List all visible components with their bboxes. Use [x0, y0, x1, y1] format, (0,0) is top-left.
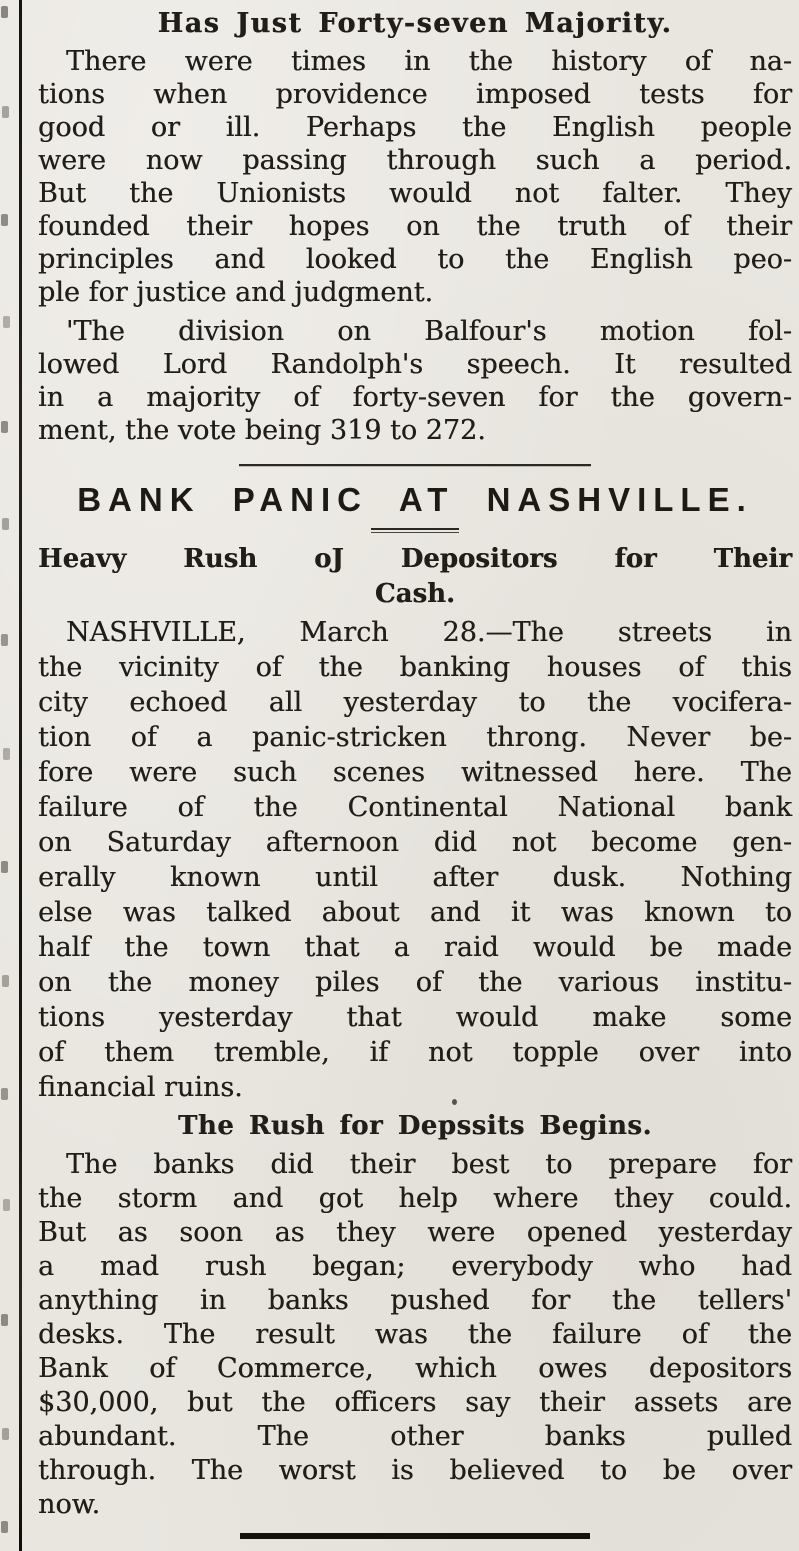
text-line: city echoed all yesterday to the vocifera- — [38, 687, 792, 718]
column-divider-rule — [19, 0, 22, 1551]
text-line: tions when providence imposed tests for — [38, 79, 792, 110]
text-line: tions yesterday that would make some — [38, 1002, 792, 1033]
text-line: founded their hopes on the truth of their — [38, 211, 792, 242]
text-line: the vicinity of the banking houses of this — [38, 652, 792, 683]
text-line: on the money piles of the various institu- — [38, 967, 792, 998]
story1-headline: Has Just Forty-seven Majority. — [157, 8, 673, 39]
text-line: else was talked about and it was known to — [38, 897, 792, 928]
text-line: ment, the vote being 319 to 272. — [38, 415, 486, 446]
text-line: But the Unionists would not falter. They — [38, 178, 792, 209]
section-divider-rule — [239, 464, 591, 466]
text-line: financial ruins. — [38, 1072, 243, 1103]
text-line: the storm and got help where they could. — [38, 1183, 792, 1214]
text-line: tion of a panic-stricken throng. Never be- — [38, 722, 792, 753]
text-line: There were times in the history of na- — [66, 46, 792, 77]
text-line: But as soon as they were opened yesterday — [38, 1217, 792, 1248]
text-line: half the town that a raid would be made — [38, 932, 792, 963]
text-line: of them tremble, if not topple over into — [38, 1037, 792, 1068]
story1-paragraph-1 — [38, 45, 792, 309]
text-line: in a majority of forty-seven for the govern- — [38, 382, 792, 413]
text-line: principles and looked to the English peo- — [38, 244, 792, 275]
story2-headline: BANK PANIC AT NASHVILLE. — [77, 481, 753, 518]
text-line: abundant. The other banks pulled — [38, 1421, 792, 1452]
story2-subheadline-line2: Cash. — [374, 579, 456, 609]
text-line: were now passing through such a period. — [38, 145, 792, 176]
text-line: now. — [38, 1489, 101, 1520]
text-line: failure of the Continental National bank — [38, 792, 792, 823]
article-column — [38, 0, 792, 1551]
text-line: desks. The result was the failure of the — [38, 1319, 792, 1350]
adjacent-column-fragments — [1, 6, 8, 18]
bottom-section-rule — [240, 1533, 590, 1539]
story2-paragraph-2 — [38, 1148, 792, 1522]
headline-underline-rule — [371, 528, 459, 533]
text-line: $30,000, but the officers say their assets are — [38, 1387, 792, 1418]
text-line: good or ill. Perhaps the English people — [38, 112, 792, 143]
story2-paragraph-1 — [38, 615, 792, 1105]
text-line: 'The division on Balfour's motion fol- — [66, 316, 792, 347]
story2-subheadline-line1: Heavy Rush oJ Depositors for Their — [38, 544, 792, 574]
text-line: Bank of Commerce, which owes depositors — [38, 1353, 792, 1384]
text-line: a mad rush began; everybody who had — [38, 1251, 792, 1282]
text-line: NASHVILLE, March 28.—The streets in — [66, 617, 792, 648]
text-line: anything in banks pushed for the tellers' — [38, 1285, 792, 1316]
text-line: erally known until after dusk. Nothing — [38, 862, 792, 893]
story2-subheadline — [38, 544, 792, 609]
story2-crosshead: The Rush for Depssits Begins. — [177, 1111, 652, 1141]
text-line: The banks did their best to prepare for — [66, 1149, 792, 1180]
text-line: fore were such scenes witnessed here. The — [38, 757, 792, 788]
text-line: through. The worst is believed to be over — [38, 1455, 792, 1486]
text-line: ple for justice and judgment. — [38, 277, 434, 308]
text-line: lowed Lord Randolph's speech. It resulted — [38, 349, 792, 380]
story1-paragraph-2 — [38, 315, 792, 447]
text-line: on Saturday afternoon did not become gen- — [38, 827, 792, 858]
